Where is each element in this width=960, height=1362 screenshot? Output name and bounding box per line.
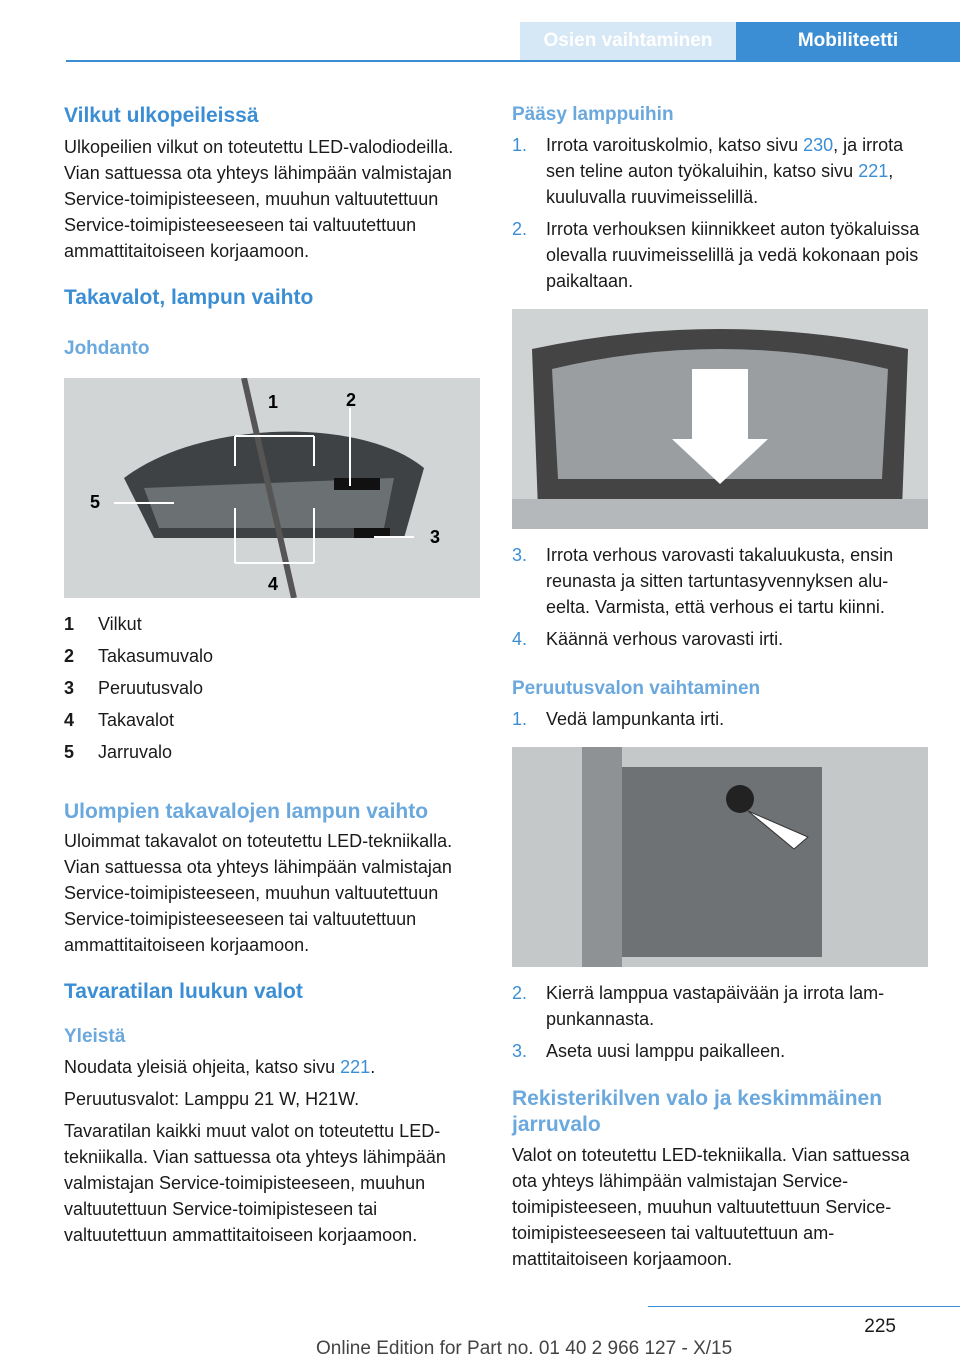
taillight-figure	[64, 378, 480, 598]
para-rekisteri: Valot on toteutettu LED-tekniikalla. Vian sattuessa ota yhteys lähimpään valmistajan Service-toimipisteeseen, muuhun valtuutettuun Service-toimipisteeseeseen tai valtuutettuun ammattitaitoiseen korjaamoon.	[512, 1145, 910, 1269]
fig-label-3: 3	[430, 527, 441, 547]
pv-step-3: 3. Aseta uusi lamppu paikalleen.	[512, 1041, 786, 1061]
legend-list	[64, 608, 478, 768]
step-2: 2. Irrota verhouksen kiinnikkeet auton työkaluissa olevalla ruuvimeisselillä ja vedä kokonaan pois paikaltaan.	[512, 219, 920, 291]
footer-edition: Online Edition for Part no. 01 40 2 966 127 - X/15	[316, 1338, 733, 1359]
legend-item: 1 Vilkut	[64, 614, 142, 634]
fig-label-2: 2	[346, 390, 357, 410]
heading-takavalot: Takavalot, lampun vaihto	[64, 286, 314, 309]
step-1: 1. Irrota varoituskolmio, katso sivu 230, ja irrota sen teline auton työkaluihin, katso sivu 221, kuuluvalla ruuvimeisselillä.	[512, 135, 904, 207]
heading-ulompien: Ulompien takavalojen lampun vaihto	[64, 800, 429, 823]
header-rule	[66, 60, 960, 62]
tab-section[interactable]: Osien vaihtaminen	[520, 22, 736, 60]
lamp-socket-figure	[512, 747, 928, 967]
trunk-lid-figure	[512, 309, 928, 529]
para-noudata: Noudata yleisiä ohjeita, katso sivu 221.	[64, 1057, 376, 1077]
heading-johdanto: Johdanto	[64, 338, 150, 359]
heading-rekisteri: Rekisterikilven valo ja keskimmäinen jarruvalo	[512, 1087, 883, 1136]
right-column-mid	[512, 542, 926, 732]
tab-chapter[interactable]: Mobiliteetti	[736, 22, 960, 60]
heading-yleista: Yleistä	[64, 1026, 126, 1047]
page-number: 225	[864, 1316, 896, 1337]
para-ulompien: Uloimmat takavalot on toteutettu LED-tekniikalla. Vian sattuessa ota yhteys lähimpään valmistajan Service-toimipisteeseen, muuhun valtuutettuun Service-toimipisteeseeseen tai valtuutettuun ammattitaitoiseen korjaamoon.	[64, 831, 453, 955]
pv-step-1: 1. Vedä lampunkanta irti.	[512, 709, 725, 729]
page-link-221-b[interactable]: 221	[858, 161, 889, 181]
right-column	[512, 104, 926, 294]
legend-item: 2 Takasumuvalo	[64, 646, 214, 666]
fig-label-1: 1	[268, 392, 279, 412]
para-vilkut: Ulkopeilien vilkut on toteutettu LED-valodiodeilla. Vian sattuessa ota yhteys lähimpään valmistajan Service-toimipisteeseen, muuhun valtuutettuun Service-toimipisteeseeseen tai valtuutettuun ammattitaitoiseen korjaamoon.	[64, 137, 454, 261]
step-4: 4. Käännä verhous varovasti irti.	[512, 629, 784, 649]
heading-vilkut: Vilkut ulkopeileissä	[64, 104, 259, 127]
legend-item: 5 Jarruvalo	[64, 742, 173, 762]
footer-rule	[648, 1306, 960, 1307]
para-kaikki: Tavaratilan kaikki muut valot on toteutettu LED-tekniikalla. Vian sattuessa ota yhteys lähimpään valmistajan Service-toimipisteeseen, muuhun valtuutettuun Service-toimipisteseen tai valtuutettuun ammattitaitoiseen korjaamoon.	[64, 1121, 446, 1245]
para-peruutus: Peruutusvalot: Lamppu 21 W, H21W.	[64, 1089, 360, 1109]
left-column	[64, 104, 478, 360]
legend-item: 4 Takavalot	[64, 710, 175, 730]
step-3: 3. Irrota verhous varovasti takaluukusta, ensin reunasta ja sitten tartuntasyvennyksen alueelta. Varmista, että verhous ei tartu kiinni.	[512, 545, 894, 617]
legend-item: 3 Peruutusvalo	[64, 678, 204, 698]
heading-tavaratila: Tavaratilan luukun valot	[64, 980, 303, 1003]
heading-peruutusvalo: Peruutusvalon vaihtaminen	[512, 678, 761, 699]
fig-label-4: 4	[268, 574, 279, 594]
page-link-221[interactable]: 221	[340, 1057, 371, 1077]
pv-step-2: 2. Kierrä lamppua vastapäivään ja irrota lampunkannasta.	[512, 983, 885, 1029]
left-column-lower	[64, 800, 478, 1248]
right-column-lower	[512, 980, 926, 1272]
heading-paasy: Pääsy lamppuihin	[512, 104, 674, 125]
fig-label-5: 5	[90, 492, 101, 512]
page-link-230[interactable]: 230	[803, 135, 834, 155]
